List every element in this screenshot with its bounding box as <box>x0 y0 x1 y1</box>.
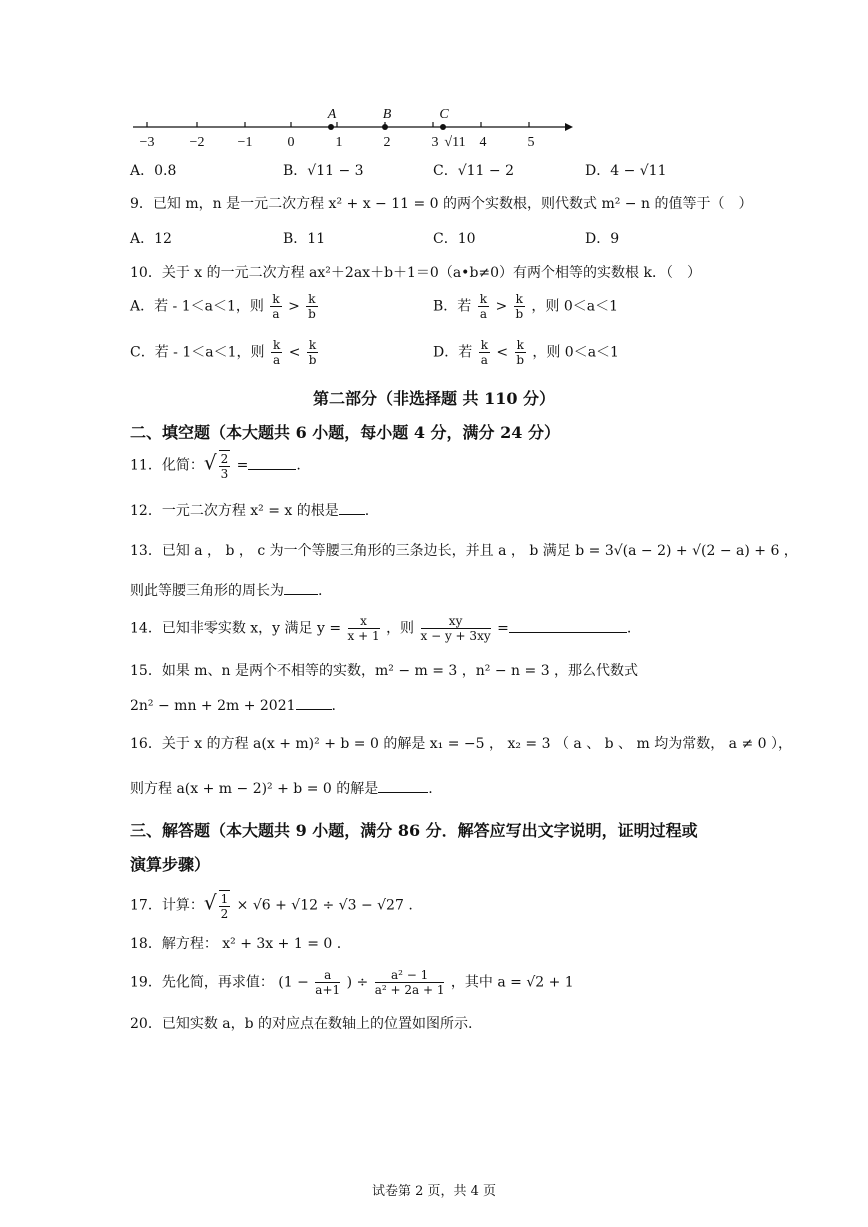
page-footer: 试卷第 2 页，共 4 页 <box>371 1184 497 1199</box>
q10-option-b: B．若 $\frac{k}{a}$ > $\frac{k}{b}$ ，则 0＜a＜1 <box>433 292 619 321</box>
section3-heading: 三、解答题（本大题共 9 小题，满分 86 分．解答应写出文字说明，证明过程或 <box>130 821 698 840</box>
part2-heading: 第二部分（非选择题 共 110 分） <box>312 389 556 408</box>
point-label-c: C <box>439 107 449 122</box>
q13-stem: 13．已知 a ， b ， c 为一个等腰三角形的三条边长，并且 a ， b 满足 b = 3√(a − 2) + √(2 − a) + 6 ， <box>130 543 798 559</box>
q8-option-b: B．√11 − 3 <box>283 163 364 179</box>
q10-option-d: D．若 $\frac{k}{a}$ < $\frac{k}{b}$ ，则 0＜a＜1 <box>433 338 619 367</box>
q15-answer-blank <box>296 695 332 710</box>
q12: 12．一元二次方程 x² = x 的根是 . <box>130 500 369 520</box>
q10-option-c: C．若 - 1＜a＜1，则 $\frac{k}{a}$ < $\frac{k}{b}$ <box>130 338 317 367</box>
q11: 11．化简：√ $\frac{2}{3}$ = . <box>130 450 301 481</box>
point-a-dot <box>328 124 334 130</box>
tick-label: 3 <box>431 135 439 150</box>
q13-line2: 则此等腰三角形的周长为 . <box>130 580 322 600</box>
number-line <box>125 100 575 160</box>
section2-heading: 二、填空题（本大题共 6 小题，每小题 4 分，满分 24 分） <box>130 423 560 442</box>
q17: 17．计算：√ $\frac{1}{2}$ × √6 + √12 ÷ √3 − √27 . <box>130 890 413 921</box>
tick-label: 2 <box>383 135 391 150</box>
q12-answer-blank <box>339 500 365 515</box>
q19: 19．先化简，再求值： (1 − $\frac{a}{a+1}$ ) ÷ $\frac{\text{a² − 1}}{\text{a² + 2a + 1}}$ ，其中 a = √2 + 1 <box>130 968 574 997</box>
q15-line2: 2n² − mn + 2m + 2021 . <box>130 695 336 714</box>
q11-answer-blank <box>248 455 296 470</box>
point-c-dot <box>440 124 446 130</box>
q13-answer-blank <box>284 580 318 595</box>
point-label-b: B <box>382 107 392 122</box>
section3-heading-cont: 演算步骤） <box>130 855 211 874</box>
q9-stem: 9．已知 m，n 是一元二次方程 x² + x − 11 = 0 的两个实数根，则代数式 m² − n 的值等于（ ） <box>130 196 753 212</box>
sqrt11-label: √11 <box>444 135 466 150</box>
tick-label: −3 <box>139 135 155 150</box>
q14: 14．已知非零实数 x，y 满足 y = $\frac{x}{x + 1}$ ，则 $\frac{xy}{x - y + 3xy}$ = . <box>130 614 632 643</box>
q8-option-c: C．√11 − 2 <box>433 163 514 179</box>
q8-option-d: D．4 − √11 <box>585 163 667 179</box>
q16-stem: 16．关于 x 的方程 a(x + m)² + b = 0 的解是 x₁ = −5 ， x₂ = 3 （ a 、 b 、 m 均为常数， a ≠ 0 ）， <box>130 736 793 752</box>
q14-answer-blank <box>509 618 627 633</box>
point-b-dot <box>382 124 388 130</box>
q20: 20．已知实数 a，b 的对应点在数轴上的位置如图所示. <box>130 1016 473 1032</box>
q8-option-a: A．0.8 <box>130 163 177 179</box>
point-label-a: A <box>327 107 337 122</box>
q9-option-b: B．11 <box>283 231 326 247</box>
q9-option-a: A．12 <box>130 231 172 247</box>
tick-label: −1 <box>237 135 253 150</box>
tick-label: −2 <box>189 135 205 150</box>
q16-answer-blank <box>378 778 428 793</box>
tick-label: 0 <box>287 135 295 150</box>
q9-option-d: D．9 <box>585 231 620 247</box>
q18: 18．解方程： x² + 3x + 1 = 0 . <box>130 936 342 952</box>
tick-label: 1 <box>335 135 343 150</box>
q10-stem: 10．关于 x 的一元二次方程 ax²＋2ax＋b＋1＝0（a•b≠0）有两个相等的实数根 k．（ ） <box>130 265 701 281</box>
q15-stem: 15．如果 m、n 是两个不相等的实数，m² − m = 3 ，n² − n = 3 ，那么代数式 <box>130 663 639 679</box>
q10-option-a: A．若 - 1＜a＜1，则 $\frac{k}{a}$ > $\frac{k}{b}$ <box>130 292 316 321</box>
q16-line2: 则方程 a(x + m − 2)² + b = 0 的解是 . <box>130 778 433 798</box>
q9-option-c: C．10 <box>433 231 476 247</box>
tick-label: 5 <box>527 135 535 150</box>
tick-label: 4 <box>479 135 487 150</box>
